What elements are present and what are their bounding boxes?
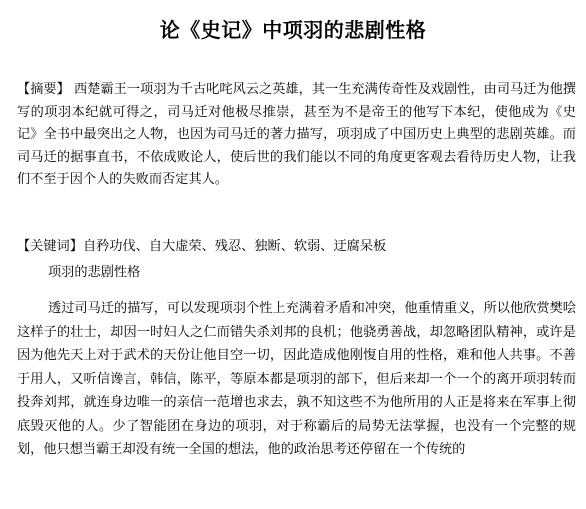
page-title: 论《史记》中项羽的悲剧性格 — [159, 18, 427, 42]
keywords-text: 自矜功伐、自大虚荣、残忍、独断、软弱、迂腐呆板 — [82, 239, 387, 254]
body-paragraph: 透过司马迁的描写，可以发现项羽个性上充满着矛盾和冲突，他重情重义，所以他欣赏樊哙这样子的壮士，却因一时妇人之仁而错失杀刘邦的良机；他骁勇善战，却忽略团队精神，或许是因为他先天上对于武术的天份让他目空一切，因此造成他刚愎自用的性格，难和他人共事。不善于用人，又听信谗言，韩信，陈平，等原本都是项羽的部下，但后来却一个一个的离开项羽转而投奔刘邦，就连身边唯一的亲信一范增也求去，孰不知这些不为他所用的人正是将来在军事上彻底毁灭他的人。少了智能团在身边的项羽，对于称霸后的局势无法掌握，也没有一个完整的规划，他只想当霸王却没有统一全国的想法，他的政治思考还停留在一个传统的 — [17, 301, 576, 457]
abstract-paragraph — [17, 79, 576, 192]
keywords-line — [17, 236, 576, 259]
abstract-label: 【摘要】 — [17, 82, 70, 97]
keywords-label: 【关键词】 — [17, 239, 83, 254]
abstract-text: 西楚霸王一项羽为千古叱咤风云之英雄，其一生充满传奇性及戏剧性，由司马迁为他撰写的项羽本纪就可得之，司马迁对他极尽推崇，甚至为不是帝王的他写下本纪，使他成为《史记》全书中最突出之人物，也因为司马迁的著力描写，项羽成了中国历史上典型的悲剧英雄。而司马迁的据事直书，不依成败论人，使后世的我们能以不同的角度更客观去看待历史人物，让我们不至于因个人的失败而否定其人。 — [17, 82, 576, 187]
section-heading: 项羽的悲剧性格 — [48, 265, 141, 280]
